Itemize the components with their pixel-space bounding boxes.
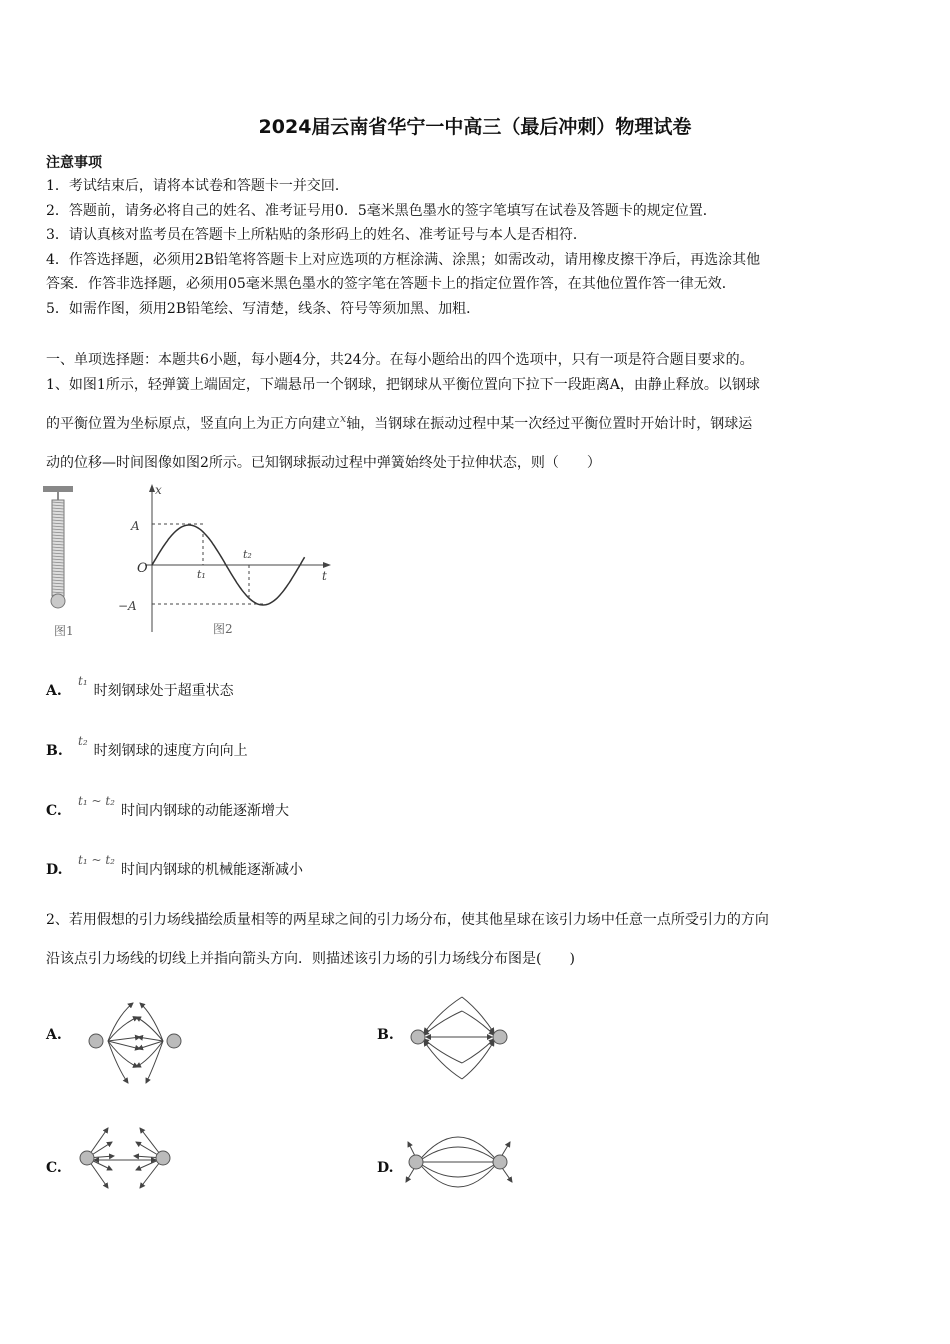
q2-option-a-label[interactable]: A. [46,1027,62,1043]
q2-line-1: 2、若用假想的引力场线描绘质量相等的两星球之间的引力场分布，使其他星球在该引力场中任意一点所受引力的方向 [46,912,769,928]
note-item: 5．如需作图，须用2B铅笔绘、写清楚，线条、符号等须加黑、加粗． [46,301,481,317]
spring-ceiling [43,486,73,492]
t1-label: t₁ [197,568,206,581]
option-math: t₁ ~ t₂ [78,853,115,867]
option-math: t₁ ~ t₂ [78,794,115,808]
page-title: 2024届云南省华宁一中高三（最后冲刺）物理试卷 [258,116,692,138]
q1-option-c[interactable]: C. t₁ ~ t₂ 时间内钢球的动能逐渐增大 [46,794,289,819]
star-left [409,1155,423,1169]
q2-option-c-diagram[interactable] [70,1118,180,1204]
option-math: t₁ [78,674,88,688]
amp-neg-label: −A [118,599,137,613]
spring-coil [52,500,64,596]
star-right [156,1151,170,1165]
fig1-label: 图1 [54,624,74,638]
note-item: 答案．作答非选择题，必须用05毫米黑色墨水的签字笔在答题卡上的指定位置作答，在其他位置作答一律无效． [46,276,736,292]
q2-option-a-diagram[interactable] [78,995,198,1087]
x-axis-label: t [322,569,327,583]
q1-line-2: 的平衡位置为坐标原点，竖直向上为正方向建立$^x$轴，当钢球在振动过程中某一次经过平衡位置时开始计时，钢球运 [46,412,753,432]
q2-option-c-label[interactable]: C. [46,1160,62,1176]
q1-option-d[interactable]: D. t₁ ~ t₂ 时间内钢球的机械能逐渐减小 [46,853,303,878]
q2-option-b-diagram[interactable] [400,993,520,1085]
star-left [89,1034,103,1048]
star-left [80,1151,94,1165]
option-math: t₂ [78,734,88,748]
q2-option-d-label[interactable]: D. [377,1160,394,1176]
note-item: 4．作答选择题，必须用2B铅笔将答题卡上对应选项的方框涂满、涂黑；如需改动，请用橡皮擦干净后，再选涂其他 [46,252,761,268]
figure-1-spring [40,480,90,645]
steel-ball [51,594,65,608]
star-left [411,1030,425,1044]
t2-label: t₂ [243,548,252,561]
note-item: 2．答题前，请务必将自己的姓名、准考证号用0．5毫米黑色墨水的签字笔填写在试卷及答题卡的规定位置． [46,203,717,219]
q1-line-1: 1、如图1所示，轻弹簧上端固定，下端悬吊一个钢球，把钢球从平衡位置向下拉下一段距离A，由静止释放。以钢球 [46,377,760,393]
question-1-text [46,366,908,483]
axis-var: x [340,412,347,425]
section-heading: 一、单项选择题：本题共6小题，每小题4分，共24分。在每小题给出的四个选项中，只有一项是符合题目要求的。 [46,352,754,368]
note-item: 1．考试结束后，请将本试卷和答题卡一并交回． [46,178,349,194]
figure-2-graph [115,480,345,645]
star-right [493,1030,507,1044]
fig2-label: 图2 [213,622,233,636]
q2-line-2: 沿该点引力场线的切线上并指向箭头方向．则描述该引力场的引力场线分布图是( ) [46,951,575,967]
q1-line-3: 动的位移—时间图像如图2所示。已知钢球振动过程中弹簧始终处于拉伸状态，则（ ） [46,455,601,471]
q1-option-a[interactable]: A. t₁ 时刻钢球处于超重状态 [46,674,234,699]
q2-option-d-diagram[interactable] [400,1118,520,1208]
q1-option-b[interactable]: B. t₂ 时刻钢球的速度方向向上 [46,734,248,759]
q2-option-b-label[interactable]: B. [377,1027,394,1043]
question-2-text [46,901,908,979]
star-right [493,1155,507,1169]
y-axis-label: x [155,483,162,497]
origin-label: O [137,561,148,576]
x-axis-arrow [323,562,331,568]
notes-heading: 注意事项 [46,155,102,171]
amp-pos-label: A [131,519,140,533]
note-item: 3．请认真核对监考员在答题卡上所粘贴的条形码上的姓名、准考证号与本人是否相符． [46,227,587,243]
star-right [167,1034,181,1048]
